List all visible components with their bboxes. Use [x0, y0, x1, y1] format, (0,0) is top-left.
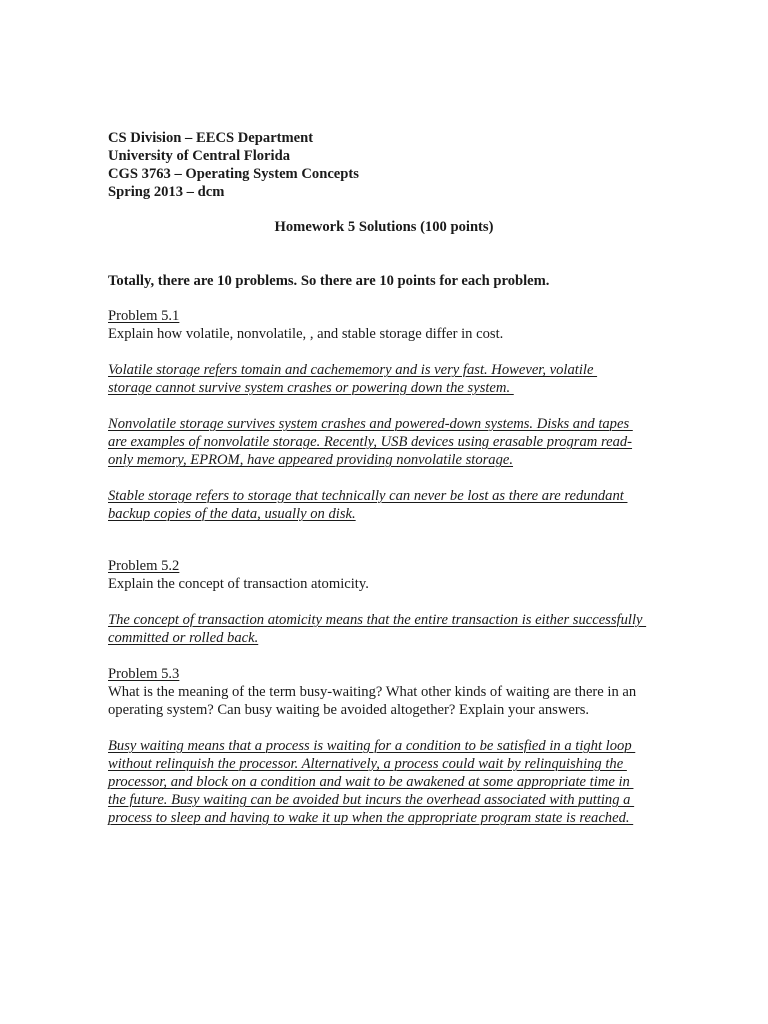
- course-header: [108, 129, 668, 201]
- answer-line: backup copies of the data, usually on disk.: [108, 506, 356, 522]
- problem-question: Explain the concept of transaction atomicity.: [108, 576, 369, 592]
- answer-line: the future. Busy waiting can be avoided but incurs the overhead associated with putting a: [108, 792, 635, 808]
- answer-line: without relinquish the processor. Alternatively, a process could wait by relinquishing the: [108, 756, 627, 772]
- problem-question: What is the meaning of the term busy-waiting? What other kinds of waiting are there in an: [108, 684, 637, 700]
- problem-5-2: [108, 557, 668, 593]
- answer-line: only memory, EPROM, have appeared providing nonvolatile storage.: [108, 452, 514, 468]
- answer-line: are examples of nonvolatile storage. Recently, USB devices using erasable program read-: [108, 434, 633, 450]
- answer-line: Busy waiting means that a process is waiting for a condition to be satisfied in a tight loop: [108, 738, 636, 754]
- problem-5-1: [108, 307, 668, 343]
- answer-line: Nonvolatile storage survives system crashes and powered-down systems. Disks and tapes: [108, 416, 633, 432]
- answer-line: The concept of transaction atomicity means that the entire transaction is either successfully: [108, 612, 647, 628]
- header-term: Spring 2013 – dcm: [108, 184, 225, 200]
- answer-line: storage cannot survive system crashes or powering down the system.: [108, 380, 514, 396]
- answer-line: Volatile storage refers tomain and cachememory and is very fast. However, volatile: [108, 362, 598, 378]
- answer-paragraph: [108, 361, 668, 397]
- answer-paragraph: [108, 487, 668, 523]
- problem-label: Problem 5.2: [108, 558, 180, 574]
- answer-line: process to sleep and having to wake it up when the appropriate program state is reached.: [108, 810, 634, 826]
- problem-question: Explain how volatile, nonvolatile, , and stable storage differ in cost.: [108, 326, 504, 342]
- problem-label: Problem 5.3: [108, 666, 180, 682]
- header-course: CGS 3763 – Operating System Concepts: [108, 166, 359, 182]
- problem-question: operating system? Can busy waiting be avoided altogether? Explain your answers.: [108, 702, 590, 718]
- answer-paragraph: [108, 611, 668, 647]
- header-university: University of Central Florida: [108, 148, 290, 164]
- header-division: CS Division – EECS Department: [108, 130, 314, 146]
- problem-label: Problem 5.1: [108, 308, 180, 324]
- document-title: Homework 5 Solutions (100 points): [274, 219, 494, 235]
- answer-paragraph: [108, 415, 668, 469]
- answer-line: Stable storage refers to storage that technically can never be lost as there are redundant: [108, 488, 628, 504]
- answer-line: processor, and block on a condition and wait to be awakened at some appropriate time in: [108, 774, 634, 790]
- problem-5-3: [108, 665, 668, 719]
- intro-statement: Totally, there are 10 problems. So there are 10 points for each problem.: [108, 273, 550, 289]
- answer-paragraph: [108, 737, 668, 827]
- answer-line: committed or rolled back.: [108, 630, 259, 646]
